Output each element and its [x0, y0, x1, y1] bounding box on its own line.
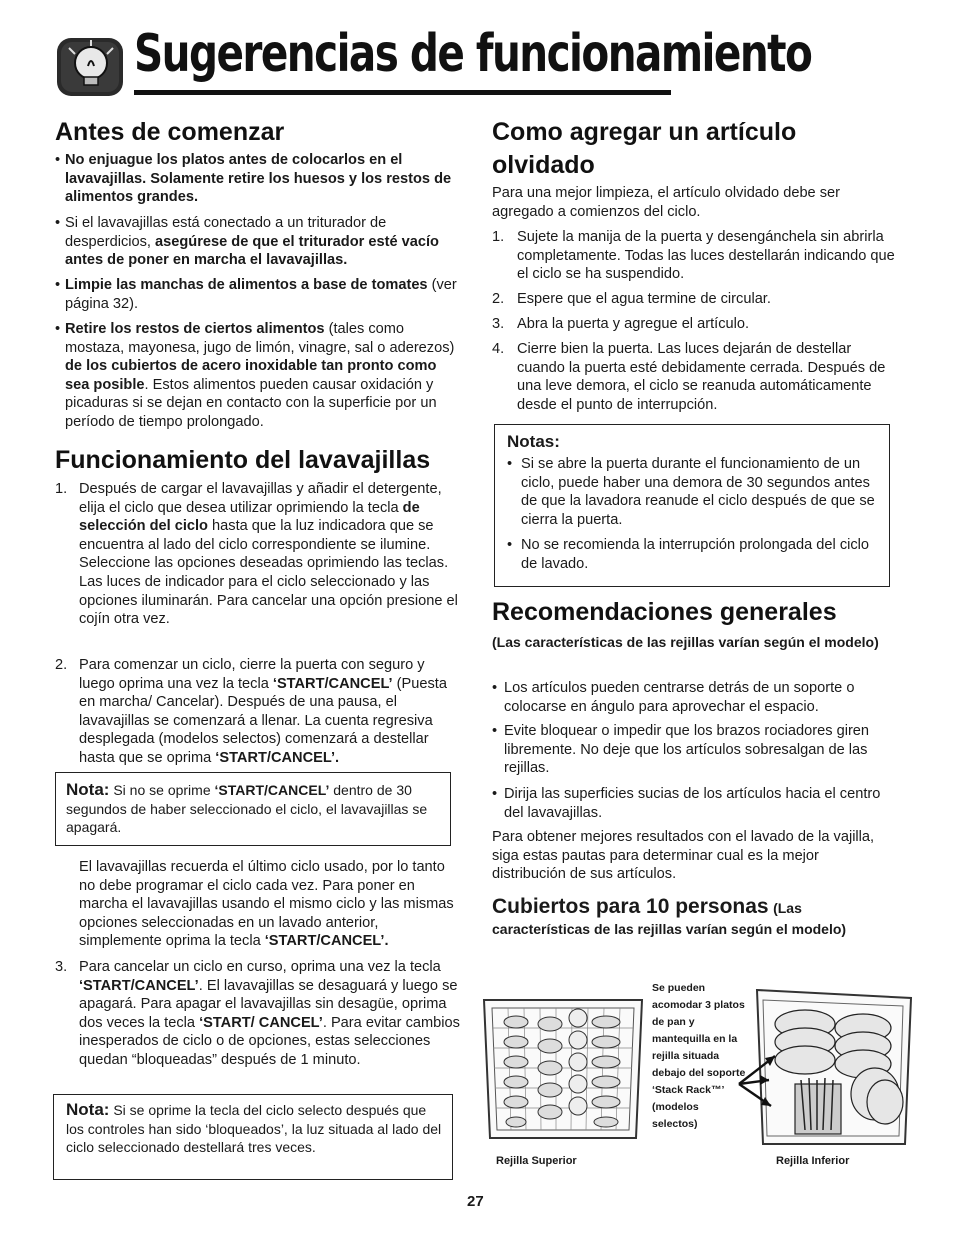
rec-bullet-3-text: Dirija las superficies sucias de los artículos hacia el centro del lavavajillas. [504, 786, 881, 821]
olvidado-step-2-text: Espere que el agua termine de circular. [517, 291, 771, 307]
notas-bullet-2-text: No se recomienda la interrupción prolongada del ciclo de lavado. [521, 537, 870, 572]
olvidado-step-1-text: Sujete la manija de la puerta y desengánchela sin abrirla completamente. Todas las luces destellarán indicando que el ciclo se ha suspendido. [517, 229, 895, 283]
func-paragraph-b: ‘START/CANCEL’. [264, 933, 389, 950]
cubiertos-title: Cubiertos para 10 personas [492, 895, 769, 918]
stack-rack-callout: Se pueden acomodar 3 platos de pan y mantequilla en la rejilla situada debajo del soporte ‘Stack Rack™’ (modelos selectos) [652, 982, 746, 1130]
antes-bullet-1-text: No enjuague los platos antes de colocarlos en el lavavajillas. Solamente retire los huesos y los restos de alimentos grandes. [65, 152, 452, 206]
olvidado-step-4-text: Cierre bien la puerta. Las luces dejarán de destellar cuando la puerta esté debidamente cerrada. Después de una leve demora, el ciclo se reanuda automáticamente desde el punto de interrupción. [517, 341, 886, 413]
func-step-2c: (Puesta en marcha/ Cancelar). Después de una pausa, el lavavajillas se comenzará a llenar. La cuenta regresiva desplegada (modelos selectos) comenzará a destellar hasta que se oprima [79, 675, 447, 766]
antes-bullet-4c: de los cubiertos de acero inoxidable tan pronto como sea posible [65, 358, 437, 393]
rec-bullet-3: • Dirija las superficies sucias de los artículos hacia el centro del lavavajillas. [492, 785, 892, 822]
page-number: 27 [467, 1193, 484, 1210]
func-step-1b: de selección del ciclo [79, 499, 420, 535]
func-step-2: 2. Para comenzar un ciclo, cierre la puerta con seguro y luego oprima una vez la tecla ‘START/CANCEL’ (Puesta en marcha/ Cancelar). Después de una pausa, el lavavajillas se comenzará a llenar. La cuenta regresiva desplegada (modelos selectos) comenzará a destellar hasta que se oprima ‘START/CANCEL’. [55, 657, 447, 766]
heading-antes: Antes de comenzar [55, 118, 285, 146]
antes-bullet-1: • No enjuague los platos antes de colocarlos en el lavavajillas. Solamente retire los huesos y los restos de alimentos grandes. [55, 152, 452, 206]
olvidado-intro: Para una mejor limpieza, el artículo olvidado debe ser agregado a comienzos del ciclo. [492, 185, 841, 220]
nota-1a: Si no se oprime [109, 782, 215, 798]
cubiertos-heading [492, 895, 887, 919]
heading-funcionamiento: Funcionamiento del lavavajillas [55, 446, 431, 474]
rec-bullet-1-text: Los artículos pueden centrarse detrás de un soporte o colocarse en ángulo para aprovechar el espacio. [504, 680, 855, 715]
antes-bullet-3: • Limpie las manchas de alimentos a base de tomates (ver página 32). [55, 277, 457, 312]
func-step-3b: ‘START/CANCEL’ [79, 977, 199, 994]
notas-box [494, 424, 890, 587]
olvidado-step-1: 1. Sujete la manija de la puerta y desengánchela sin abrirla completamente. Todas las luces destellarán indicando que el ciclo se ha suspendido. [492, 228, 897, 284]
func-step-1a: Después de cargar el lavavajillas y añadir el detergente, elija el ciclo que desea utilizar oprimiendo la tecla [79, 481, 442, 516]
func-step-3: 3. Para cancelar un ciclo en curso, oprima una vez la tecla ‘START/CANCEL’. El lavavajillas se desaguará y luego se apagará. Para apagar el lavavajillas sin desagüe, oprima dos veces la tecla ‘START/ CANCEL’. Para evitar cambios inesperados de ciclo o de opciones, estas selecciones quedan “bloqueadas” después de 1 minuto. [55, 959, 460, 1068]
nota-box-1 [55, 772, 451, 846]
cubiertos-sub-1: (Las [773, 900, 802, 916]
lightbulb-icon [55, 36, 125, 98]
caption-upper-rack: Rejilla Superior [496, 1155, 577, 1167]
title-rule [134, 90, 671, 95]
nota-1c: dentro de 30 segundos de haber seleccionado el ciclo, el lavavajillas se apagará. [66, 782, 428, 836]
func-step-3e: . Para evitar cambios inesperados de ciclo o de opciones, estas selecciones quedan “bloqueadas” después de 1 minuto. [79, 1014, 460, 1068]
func-step-1c: hasta que la luz indicadora que se encuentra al lado del ciclo correspondiente se ilumine. Seleccione las opciones deseadas oprimiendo las teclas. Las luces de indicador para el ciclo seleccionado y las opciones iluminarán. Para cancelar una opción presione el cojín otra vez. [79, 518, 458, 628]
olvidado-step-4: 4. Cierre bien la puerta. Las luces dejarán de destellar cuando la puerta esté debidamente cerrada. Después de una leve demora, el ciclo se reanuda automáticamente desde el punto de interrupción. [492, 340, 897, 414]
func-paragraph-a: El lavavajillas recuerda el último ciclo usado, por lo tanto no debe programar el ciclo cada vez. Para poner en marcha el lavavajillas usando el mismo ciclo y las mismas opciones seleccionadas en un lavado anterior, simplemente oprima la tecla [79, 859, 454, 950]
antes-bullet-3b: (ver página 32). [65, 277, 457, 312]
cubiertos-sub-2: características de las rejillas varían según el modelo) [492, 921, 847, 937]
antes-bullet-4a: Retire los restos de ciertos alimentos [65, 321, 325, 337]
nota-2-label: Nota: [66, 1100, 110, 1119]
func-step-3a: Para cancelar un ciclo en curso, oprima una vez la tecla [79, 959, 441, 975]
page-title: Sugerencias de funcionamiento [134, 24, 812, 84]
antes-bullet-4d: . Estos alimentos pueden causar oxidación y picaduras si se dejan en contacto con la superficie por un período de tiempo prolongado. [65, 376, 437, 430]
heading-recomendaciones: Recomendaciones generales [492, 598, 837, 626]
nota-1b: ‘START/CANCEL’ [214, 782, 330, 798]
antes-bullet-2: • Si el lavavajillas está conectado a un triturador de desperdicios, asegúrese de que el triturador esté vacío antes de poner en marcha el lavavajillas. [55, 215, 439, 269]
rec-paragraph: Para obtener mejores resultados con el lavado de la vajilla, siga estas pautas para determinar cual es la mejor distribución de sus artículos. [492, 829, 875, 883]
lower-rack-illustration [735, 984, 915, 1152]
notas-bullet-1-text: Si se abre la puerta durante el funcionamiento de un ciclo, puede haber una demora de 30 segundos antes de que la lavadora reanude el ciclo después de que se cierra la puerta. [521, 456, 875, 528]
notas-label: Notas: [507, 432, 560, 451]
rec-bullet-1: • Los artículos pueden centrarse detrás de un soporte o colocarse en ángulo para aprovechar el espacio. [492, 679, 892, 716]
nota-box-2 [53, 1094, 453, 1180]
nota-2-text: Si se oprime la tecla del ciclo selecto después que los controles han sido ‘bloqueados’, la luz situada al lado del ciclo seleccionado destellará tres veces. [66, 1102, 442, 1156]
func-step-2a: Para comenzar un ciclo, cierre la puerta con seguro y luego oprima una vez la tecla [79, 657, 425, 692]
func-step-3d: ‘START/ CANCEL’ [199, 1014, 323, 1031]
func-step-2d: ‘START/CANCEL’. [215, 749, 340, 766]
caption-lower-rack: Rejilla Inferior [776, 1155, 850, 1167]
heading-olvidado: Como agregar un artículo olvidado [492, 118, 797, 179]
olvidado-step-2: 2. Espere que el agua termine de circular. [492, 290, 897, 309]
func-step-3c: . El lavavajillas se desaguará y luego se apagará. Para apagar el lavavajillas sin desagüe, oprima dos veces la tecla [79, 977, 458, 1031]
func-step-2b: ‘START/CANCEL’ [272, 675, 393, 692]
antes-bullet-4b: (tales como mostaza, mayonesa, jugo de limón, vinagre, sal o aderezos) [65, 321, 455, 356]
antes-bullet-2b: asegúrese de que el triturador esté vacío antes de poner en marcha el lavavajillas. [65, 233, 439, 269]
func-paragraph [79, 858, 460, 951]
antes-bullet-4: • Retire los restos de ciertos alimentos (tales como mostaza, mayonesa, jugo de limón, vinagre, sal o aderezos) de los cubiertos de acero inoxidable tan pronto como sea posible. Estos alimentos pueden causar oxidación y picaduras si se dejan en contacto con la superficie por un período de tiempo prolongado. [55, 321, 455, 430]
recomendaciones-sub: (Las características de las rejillas varían según el modelo) [492, 634, 879, 650]
notas-bullet-1: • Si se abre la puerta durante el funcionamiento de un ciclo, puede haber una demora de 30 segundos antes de que la lavadora reanude el ciclo después de que se cierra la puerta. [507, 455, 881, 529]
func-step-1: 1. Después de cargar el lavavajillas y añadir el detergente, elija el ciclo que desea utilizar oprimiendo la tecla de selección del ciclo hasta que la luz indicadora que se encuentra al lado del ciclo correspondiente se ilumine. Seleccione las opciones deseadas oprimiendo las teclas. Las luces de indicador para el ciclo seleccionado y las opciones iluminarán. Para cancelar una opción presione el cojín otra vez. [55, 481, 458, 628]
antes-bullet-2a: Si el lavavajillas está conectado a un triturador de desperdicios, [65, 215, 387, 250]
upper-rack-illustration [478, 988, 648, 1148]
olvidado-step-3-text: Abra la puerta y agregue el artículo. [517, 316, 750, 332]
rec-bullet-2-text: Evite bloquear o impedir que los brazos rociadores giren libremente. No deje que los artículos sobresalgan de las rejillas. [504, 723, 870, 777]
rec-bullet-2: • Evite bloquear o impedir que los brazos rociadores giren libremente. No deje que los artículos sobresalgan de las rejillas. [492, 722, 892, 778]
olvidado-step-3: 3. Abra la puerta y agregue el artículo. [492, 315, 897, 334]
notas-bullet-2: • No se recomienda la interrupción prolongada del ciclo de lavado. [507, 536, 881, 573]
nota-1-label: Nota: [66, 780, 110, 799]
antes-bullet-3a: Limpie las manchas de alimentos a base de tomates [65, 277, 428, 293]
